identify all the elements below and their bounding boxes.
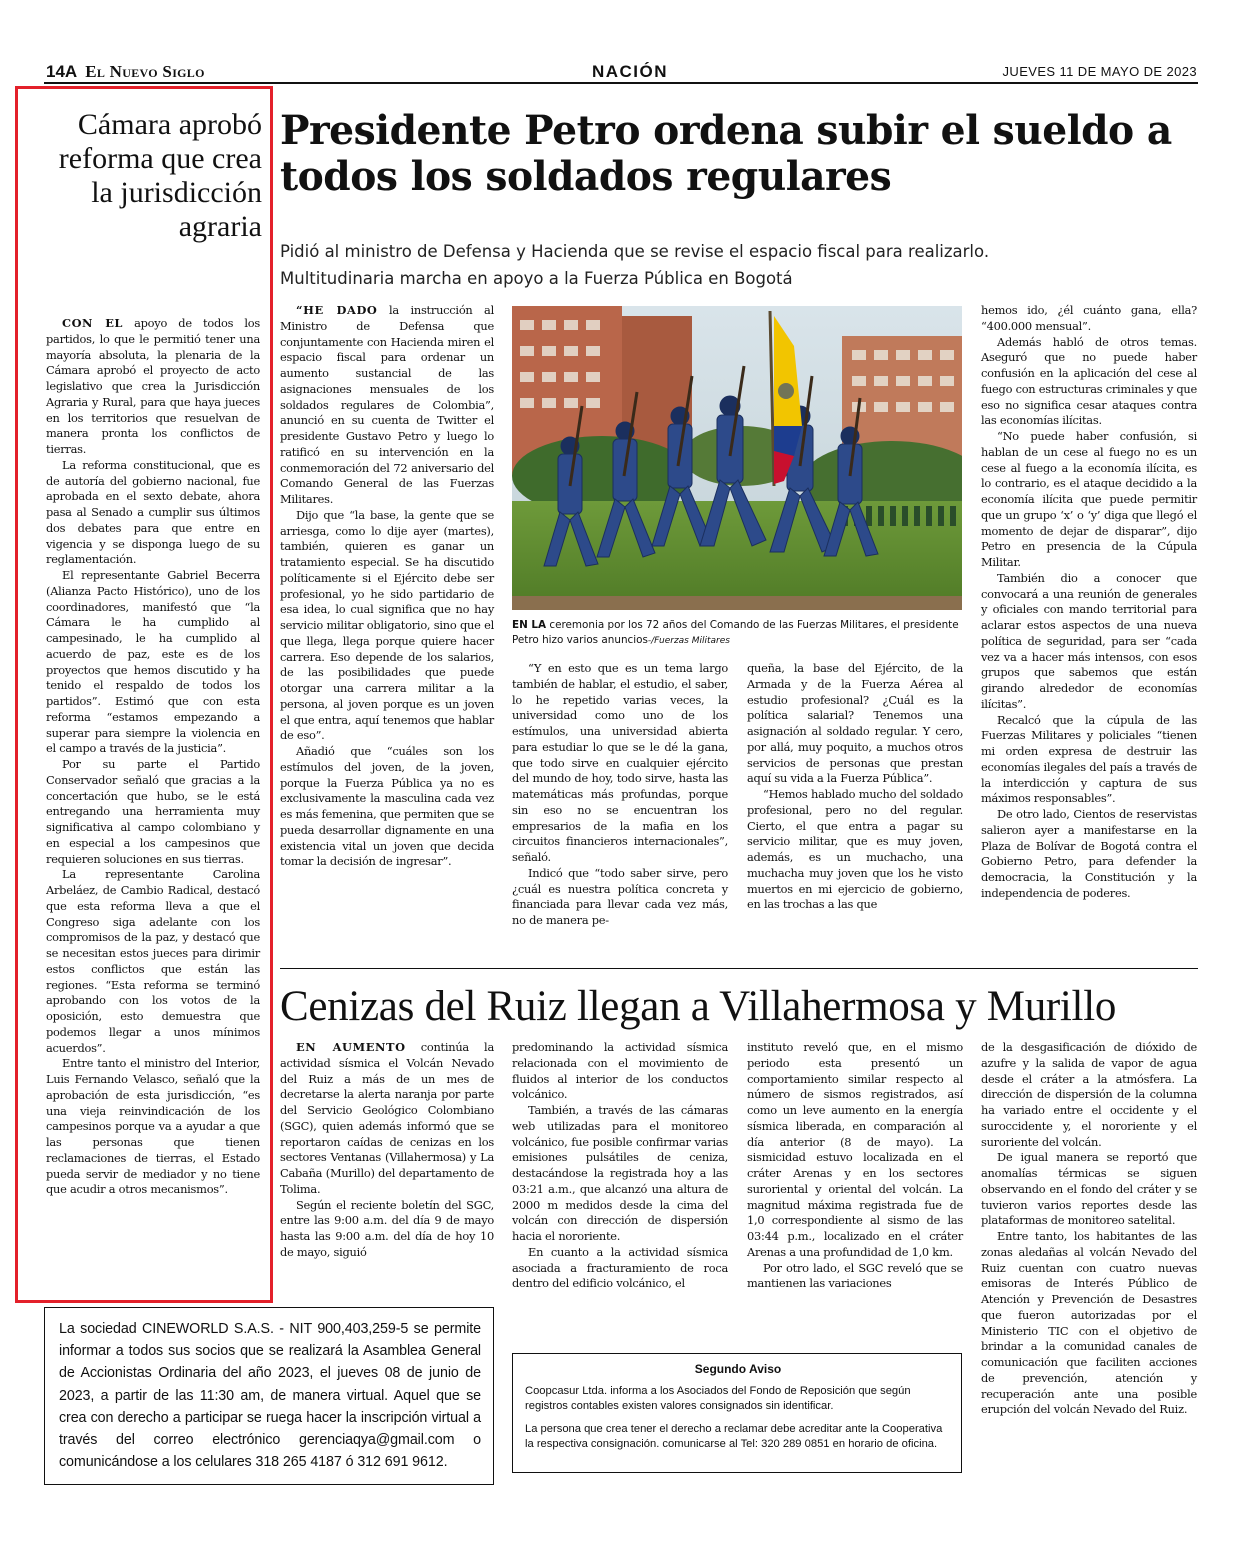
left-story-body [46,316,260,1198]
page-number: 14A [46,62,78,81]
story-divider [280,968,1198,969]
header-rule [44,82,1198,84]
main-story-column-2: “Y en esto que es un tema largo también de hablar, el estudio, el saber, lo he repetido varias veces, la universidad como uno de los estímulos, una universidad abierta para estudiar lo que se le dé la gana, que todo sirve en cualquier ejército del mundo de hoy, todo sirve, hasta las matemáticas más profundas, porque sin eso no se encuentran los empresarios de la mafia en los circuitos financieros internacionales”, señaló. Indicó que “todo saber sirve, pero ¿cuál es nuestra política concreta y financiada para llevar cada vez más, no de manera pe- [512,661,728,927]
second-story-column-4: de la desgasificación de dióxido de azufre y la salida de vapor de agua desde el cráter a la atmósfera. La dirección de dispersión de la columna ha variado entre el occidente y el suroccidente y, el nororiente y el suroriente del volcán. De igual manera se reportó que anomalías térmicas se siguen observando en el fondo del cráter y se tuvieron varios reportes desde las plataformas de monitoreo satelital. Entre tanto, los habitantes de las zonas aledañas al volcán Nevado del Ruiz cuentan con cuatro nuevas emisoras de Interés Público de Atención y Prevención de Desastres que fueron autorizadas por el Ministerio TIC con el objetivo de brindar a la comunidad canales de comunicación que faciliten acciones de prevención, atención y recuperación ante una posible erupción del volcán Nevado del Ruiz. [981,1040,1197,1417]
left-story-title: Cámara aprobó reforma que crea la jurisdicción agraria [58,108,262,243]
main-story-column-4: hemos ido, ¿él cuánto gana, ella? “400.000 mensual”. Además habló de otros temas. Aseguró que no puede haber confusión en la aplicación del cese al fuego con estructuras criminales y que eso no significa cesar ataques contra las economías ilícitas. “No puede haber confusión, si hablan de un cese al fuego no es un cese al fuego a la economía ilícita, es lo contrario, es el ataque decidido a la economía ilícita que puede permitir que un grupo ‘x’ o ‘y’ diga que llegó el momento de dejar de disparar”, dijo Petro en presencia de la Cúpula Militar. También dio a conocer que convocará a una reunión de generales y oficiales con mando territorial para aclarar estos aspectos de una nueva política de seguridad, para ser “cada vez va a hacer más intensos, con esos grupos que sabemos que están girando alrededor de economías ilícitas”. Recalcó que la cúpula de las Fuerzas Militares y policiales “tienen mi orden expresa de destruir las economías ilegales del país a través de la interdicción y captura de sus máximos responsables”. De otro lado, Cientos de reservistas salieron ayer a manifestarse en la Plaza de Bolívar de Bogotá contra el Gobierno Petro, para defender la democracia, la Constitución y la independencia de poderes. [981,303,1198,900]
second-story-column-3: instituto reveló que, en el mismo periodo esta presentó un comportamiento similar respecto al número de sismos registrados, así como un leve aumento en la energía sísmica liberada, en comparación al día anterior (8 de mayo). La sismicidad estuvo localizada en el cráter Arenas y en los sectores suroriental y oriental del volcán. La magnitud máxima registrada fue de 1,0 correspondiente al sismo de las 03:44 p.m., localizado en el cráter Arenas a una profundidad de 1,0 km. Por otro lado, el SGC reveló que se mantienen las variaciones [747,1040,963,1291]
left-story-lead: CON EL [62,316,123,330]
photo-illustration [512,306,962,610]
main-story-subtitle-line: Multitudinaria marcha en apoyo a la Fuerza Pública en Bogotá [280,269,793,288]
coopcasur-notice-title: Segundo Aviso [694,1362,782,1376]
coopcasur-notice-paragraph: La persona que crea tener el derecho a reclamar debe acreditar ante la Cooperativa la respectiva consignación. comunicarse al Tel: 320 289 0851 en horario de oficina. [525,1422,943,1450]
main-story-lead: “HE DADO [296,303,378,317]
left-story-paragraph: El representante Gabriel Becerra (Alianza Pacto Histórico), uno de los coordinadores, manifestó que “la Cámara le ha cumplido al campesinado, le ha cumplido al acuerdo de paz, este es de los proyectos que hemos discutido y ha tenido el respaldo de todos los partidos”. Estimó que con esta reforma “estamos empezando a superar para siempre la violencia en el campo a través de la justicia”. [46,568,260,756]
left-story-paragraph: Por su parte el Partido Conservador señaló que gracias a la concertación que hubo, se le está entregando una herramienta muy significativa al campo colombiano y en especial a los campesinos que requieren soluciones en sus tierras. [46,757,260,866]
coopcasur-notice-paragraph: Coopcasur Ltda. informa a los Asociados del Fondo de Reposición que según registros contables existen valores consignados sin identificar. [525,1384,911,1412]
second-story-title: Cenizas del Ruiz llegan a Villahermosa y Murillo [280,983,1117,1030]
photo-caption [512,618,966,649]
second-story-column-1: EN AUMENTO continúa la actividad sísmica el Volcán Nevado del Ruiz a más de un mes de decretarse la alerta naranja por parte del Servicio Geológico Colombiano (SGC), quien además informó que se reportaron caídas de cenizas en los sectores Ventanas (Villahermosa) y La Cabaña (Murillo) del departamento de Tolima. Según el reciente boletín del SGC, entre las 9:00 a.m. del día 9 de mayo hasta las 9:00 a.m. del día de hoy 10 de mayo, siguió [280,1040,494,1259]
cineworld-notice-text: La sociedad CINEWORLD S.A.S. - NIT 900,403,259-5 se permite informar a todos sus socios que se realizará la Asamblea General de Accionistas Ordinaria del año 2023, el jueves 08 de junio de 2023, a partir de las 11:30 am, de manera virtual. Aquel que se crea con derecho a participar se ruega hacer la inscripción virtual a través del correo electrónico gerenciaqya@gmail.com o comunicándose a los celulares 318 265 4187 ó 312 691 9612. [59,1321,481,1471]
newspaper-name: El Nuevo Siglo [85,62,205,81]
left-story-paragraph: La reforma constitucional, que es de autoría del gobierno nacional, fue aprobada en el sexto debate, ahora pasa al Senado a cumplir sus últimos dos debates para que entre en vigencia y se disponga luego de su reglamentación. [46,457,260,567]
section-name: NACIÓN [591,62,669,81]
main-story-column-3: queña, la base del Ejército, de la Armada y de la Fuerza Aérea al estudio profesional? ¿Cuál es la política salarial? Tenemos una asignación al soldado regular. Y cero, por allá, muy poquito, a muchos otros servicios de personas que prestan aquí su vida a la Fuerza Pública”. “Hemos hablado mucho del soldado profesional, pero no del regular. Cierto, el que entra a pagar su servicio militar, que es muy joven, además, es un muchacho, una muchacha muy joven que los he visto muertos en mi ejercicio de gobierno, en las trochas a las que [747,661,963,912]
left-story-paragraph: CON EL apoyo de todos los partidos, lo que le permitió tener una mayoría absoluta, la plenaria de la Cámara aprobó el proyecto de acto legislativo que crea la Jurisdicción Agraria y Rural, para que haya jueces en los territorios que resuelvan de manera pronta los conflictos de tierras. [46,316,260,456]
cineworld-notice [44,1307,494,1485]
left-story-paragraph: La representante Carolina Arbeláez, de Cambio Radical, destacó que esta reforma lleva a que el Congreso siga adelante con los compromisos de la paz, y destacó que se necesitan estos jueces para dirimir estos conflictos que están las regiones. “Esta reforma se terminó aprobando con los votos de la oposición, esto demuestra que podemos llegar a unos mínimos acuerdos”. [46,867,260,1055]
main-story-subtitle-line: Pidió al ministro de Defensa y Hacienda que se revise el espacio fiscal para realizarlo. [280,242,990,261]
main-story-title: Presidente Petro ordena subir el sueldo a todos los soldados regulares [280,107,1172,200]
caption-lead: EN LA [512,619,547,631]
page-header-left [46,62,205,82]
second-story-column-2: predominando la actividad sísmica relacionada con el movimiento de fluidos al interior de los conductos volcánico. También, a través de las cámaras web utilizadas para el monitoreo volcánico, fue posible confirmar varias emisiones pulsátiles de ceniza, destacándose la registrada hoy a las 03:21 a.m., que alcanzó una altura de 2000 m medidos desde la cima del volcán con dirección de dispersión hacia el nororiente. En cuanto a la actividad sísmica asociada a fracturamiento de roca dentro del edificio volcánico, el [512,1040,728,1291]
main-story-subtitle [280,238,1200,292]
photo-credit: -/Fuerzas Militares [647,636,730,646]
main-story-column-1: “HE DADO la instrucción al Ministro de Defensa que conjuntamente con Hacienda miren el espacio fiscal para ordenar un aumento sustancial de las asignaciones mensuales de los soldados regulares de Colombia”, anunció en su cuenta de Twitter el presidente Gustavo Petro y luego lo ratificó en su intervención en la conmemoración del 72 aniversario del Comando General de las Fuerzas Militares. Dijo que “la base, la gente que se arriesga, como lo dije ayer (martes), también, quieren es ganar un tratamiento especial. Se ha discutido políticamente si el Ejército debe ser profesional, yo he sido partidario de esa idea, lo cual significa que no hay servicio militar obligatorio, sino que el que llega, llega porque quiere hacer carrera. Eso depende de los salarios, de las posibilidades que puede otorgar una carrera militar a la persona, al joven porque es un joven el que entra, aquí tenemos que hablar de eso”. Añadió que “cuáles son los estímulos del joven, de la joven, porque la Fuerza Pública ya no es exclusivamente la masculina cada vez es más femenina, que permiten que se pueda desarrollar dignamente en una existencia vital un joven que decida tomar la decisión de ingresar”. [280,303,494,869]
second-story-lead: EN AUMENTO [296,1040,406,1054]
military-parade-photo [512,306,962,610]
caption-text: ceremonia por los 72 años del Comando de las Fuerzas Militares, el presidente Petro hizo varios anuncios [512,619,959,646]
coopcasur-notice [512,1353,962,1473]
left-story-paragraph: Entre tanto el ministro del Interior, Luis Fernando Velasco, señaló que la aprobación de esta jurisdicción, “es una vieja reinvindicación de los campesinos porque va a ayudar a que las personas que tienen reclamaciones de tierras, el Estado pueda servir de mediador y no tiene que acudir a otros mecanismos”. [46,1056,260,1197]
issue-date: JUEVES 11 DE MAYO DE 2023 [1002,64,1197,79]
